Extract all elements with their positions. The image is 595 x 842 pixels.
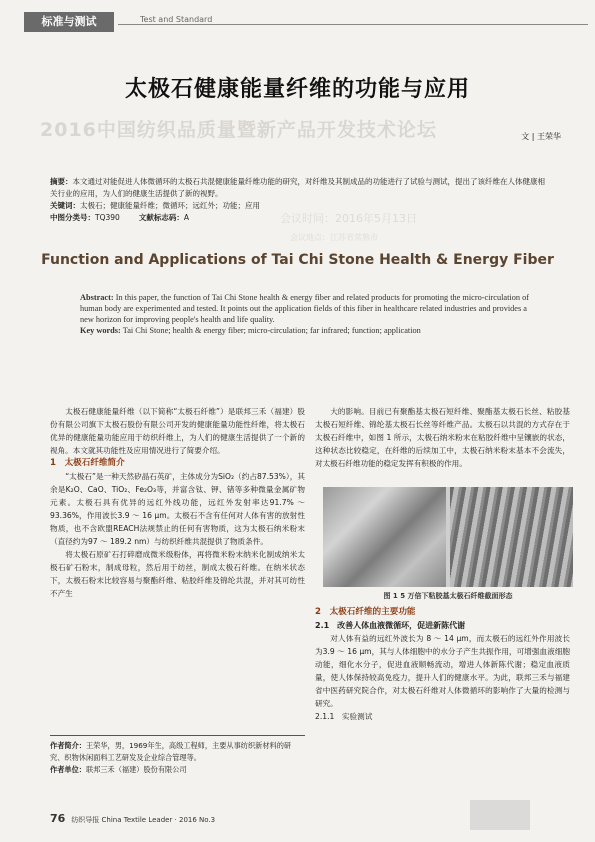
doc-label: 文献标志码： [138,213,184,222]
figure-1-caption: 图 1 5 万倍下粘胶基太极石纤维截面形态 [383,592,513,600]
body-column-right [315,405,570,470]
section-tag-english: Test and Standard [140,15,213,24]
page-number: 76 [50,812,66,825]
watermark-line1: 2016中国纺织品质量暨新产品开发技术论坛 [40,119,437,141]
bio-text: 王荣华，男，1969年生，高级工程师，主要从事纺织新材料的研究、织物休闲面料工艺研发及企业综合管理等。 [50,741,292,762]
figure-1-image-right [450,487,573,587]
header-rule [118,24,588,25]
keywords-en-text: Tai Chi Stone; health & energy fiber; micro-circulation; far infrared; function; application [122,326,421,335]
section-2-heading: 2 太极石纤维的主要功能 [315,607,416,617]
clc-value: TQ390 [95,213,120,222]
section-1-paragraph-2: 将太极石原矿石打碎磨成微米级粉体，再将微米粉末纳米化制成纳米太极石矿石粉末，制成母粒，然后用于纺丝，制成太极石纤维。在纳米状态下，太极石粉末比较容易与聚酯纤维、粘胶纤维及锦纶共混，并对其可纺性不产生 [50,550,305,598]
column-2-paragraph-1: 大的影响。目前已有聚酯基太极石短纤维、聚酯基太极石长丝、粘胶基太极石短纤维、锦纶基太极石长丝等纤维产品。太极石以共混的方式存在于太极石纤维中，如图 1 所示，太极石纳米粉末在粘胶纤维中呈镶嵌的状态，这种状态比较稳定，在纤维的后续加工中，太极石纳米粉末基本不会流失，对太极石纤维功能的稳定发挥有积极的作用。 [315,407,570,468]
bio-label: 作者简介： [50,741,86,750]
body-column-right-lower [315,606,570,723]
article-title-english: Function and Applications of Tai Chi Stone Health & Energy Fiber [41,252,554,268]
abstract-en-text: In this paper, the function of Tai Chi Stone health & energy fiber and related products for promoting the micro-circulation of human body are experimented and tested. It points out the application fields of this fiber in healthcare related industries and provides a new horizon for improving people's health and life quality. [80,293,529,324]
abstract-chinese [50,176,550,224]
abstract-label: 摘要： [50,177,73,186]
page-footer [50,812,215,825]
keywords-en-label: Key words: [80,326,121,335]
section-2-1-1-heading: 2.1.1 实验测试 [315,712,373,721]
watermark-line3: 会议地点：江苏省常熟市 [290,233,378,242]
section-1-paragraph-1: “太极石”是一种天然矽晶石英矿，主体成分为SiO₂（约占87.53%），其余是K₂O、CaO、TiO₂、Fe₂O₃等，并富含钛、钾、锗等多种微量金属矿物元素。太极石具有优异的远红外线功能，远红外发射率达91.7% ～ 93.36%，作用波长3.9 ～ 16 μm。太极石不含有任何对人体有害的放射性物质，也不含欧盟REACH法规禁止的任何有害物质，这为太极石纳米粉末（直径约为97 ～ 189.2 nm）与纺织纤维共混提供了物质条件。 [50,472,305,546]
intro-paragraph: 太极石健康能量纤维（以下简称“太极石纤维”）是联邦三禾（福建）股份有限公司旗下太极石股份有限公司开发的健康能量功能性纤维，将太极石优异的健康能量功能应用于纺织纤维上，为人们的健康生活提供了一个新的视角。本文就其功能性及应用情况进行了简要介绍。 [50,407,305,455]
bio-rule [50,735,305,736]
author-bio [50,740,305,776]
keywords-label: 关键词： [50,201,80,210]
article-title-chinese: 太极石健康能量纤维的功能与应用 [124,77,470,102]
abstract-en-label: Abstract: [80,293,114,302]
journal-name: 纺织导报 China Textile Leader · 2016 No.3 [71,816,216,824]
figure-1 [323,487,573,587]
affiliation-label: 作者单位： [50,765,86,774]
author-byline: 文 | 王荣华 [521,132,561,141]
section-1-heading: 1 太极石纤维简介 [50,458,125,468]
abstract-text: 本文通过对能促进人体微循环的太极石共混健康能量纤维功能的研究，对纤维及其制成品的功能进行了试验与测试，提出了该纤维在人体健康相关行业的应用，为人们的健康生活提供了新的视野。 [50,177,545,198]
doc-value: A [183,213,190,222]
keywords-text: 太极石；健康能量纤维；微循环；远红外；功能；应用 [80,201,260,210]
figure-1-image-left [323,487,446,587]
section-2-1-heading: 2.1 改善人体血液微循环，促进新陈代谢 [315,621,466,630]
section-2-1-paragraph: 对人体有益的远红外波长为 8 ～ 14 μm，而太极石的远红外作用波长为3.9 ～ 16 μm，其与人体细胞中的水分子产生共振作用，可增强血液细胞动能，细化水分子，促进血液顺畅流动，增进人体新陈代谢；稳定血液质量，使人体保持较高免疫力，提升人们的健康水平。为此，联邦三禾与福建省中医药研究院合作，对太极石纤维对人体微循环的影响作了大量的检测与研究。 [315,634,570,708]
clc-label: 中图分类号： [50,213,95,222]
affiliation-text: 联邦三禾（福建）股份有限公司 [85,765,187,774]
abstract-english [80,292,530,336]
library-stamp [470,800,530,830]
section-tag: 标准与测试 [24,12,114,32]
watermark-line2: 会议时间：2016年5月13日 [280,212,417,225]
body-column-left [50,405,305,600]
